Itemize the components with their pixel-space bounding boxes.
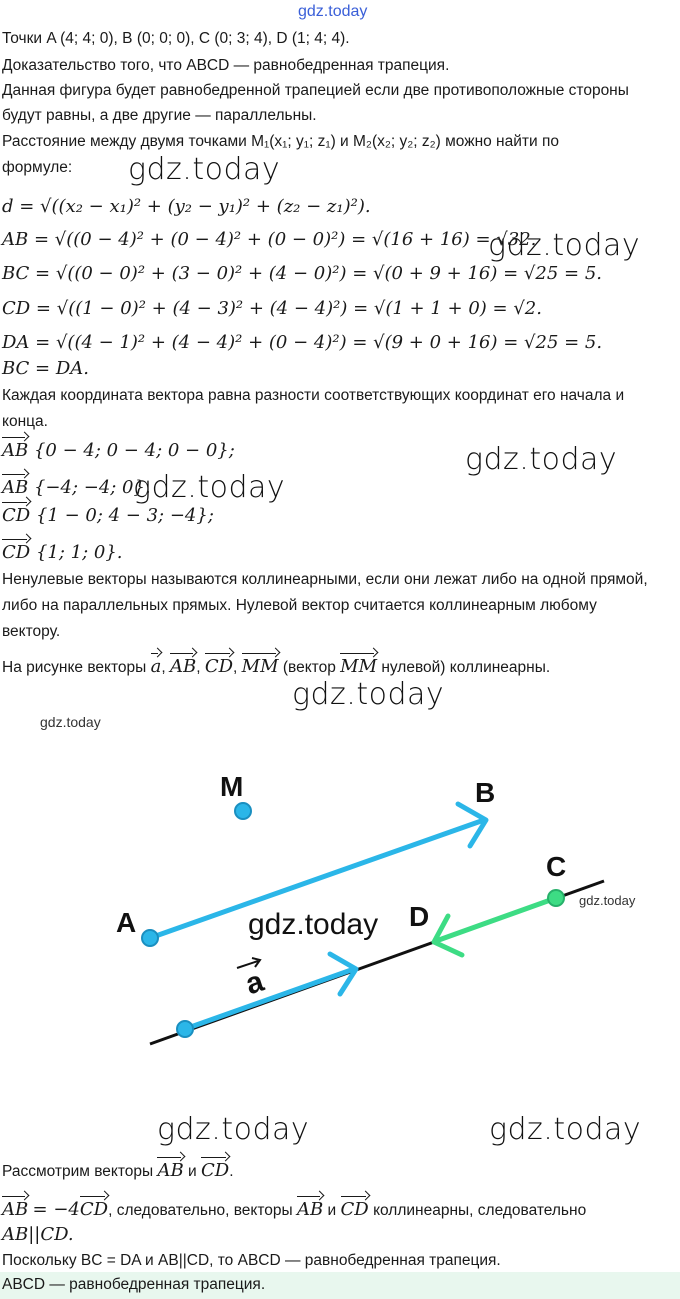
label-d: D (409, 901, 430, 932)
relation-coefficient: = −4 (32, 1199, 80, 1220)
proof-title: Доказательство того, что ABCD — равнобедренная трапеция. (2, 57, 450, 74)
paragraph-line: Каждая координата вектора равна разности соответствующих координат его начала и (2, 387, 625, 404)
watermark: gdz.today (157, 1112, 310, 1147)
answer-text: ABCD — равнобедренная трапеция. (2, 1276, 266, 1293)
consider-line: Рассмотрим векторы AB и CD. (2, 1160, 234, 1181)
point-a (142, 930, 158, 946)
vector-ab-coords (2, 440, 235, 461)
paragraph-line: либо на параллельных прямых. Нулевой вектор считается коллинеарным любому (2, 597, 597, 614)
vector-mm: MM (340, 656, 378, 677)
since-line: Поскольку BC = DA и AB||CD, то ABCD — равнобедренная трапеция. (2, 1252, 501, 1269)
watermark: gdz.today (489, 1112, 642, 1147)
paragraph-line: вектору. (2, 623, 61, 640)
vector-figure (0, 740, 680, 1070)
formula-bc-eq-da: BC = DA. (2, 358, 90, 379)
text: , следовательно, векторы (108, 1202, 293, 1219)
vector-value: {−4; −4; 0}. (33, 477, 151, 498)
vector-cd: CD (79, 1199, 109, 1220)
watermark: gdz.today (248, 908, 379, 941)
paragraph-line: Данная фигура будет равнобедренной трапецией если две противоположные стороны (2, 82, 629, 99)
watermark: gdz.today (40, 714, 101, 730)
vector-ab: AB (157, 1160, 184, 1181)
label-vector-a: a (241, 964, 268, 1002)
label-c: C (546, 851, 567, 882)
vector-cd: CD (201, 1160, 230, 1181)
vector-a: a (150, 656, 162, 677)
vector-ab: AB (2, 440, 29, 461)
text: (вектор (282, 659, 336, 676)
vector-cd: CD (2, 542, 31, 563)
vector-ab: AB (297, 1199, 324, 1220)
vector-cd: CD (204, 656, 234, 677)
text: Рассмотрим векторы (2, 1163, 154, 1180)
watermark: gdz.today (465, 442, 618, 477)
text: На рисунке векторы (2, 659, 147, 676)
watermark: gdz.today (292, 677, 445, 712)
text: нулевой) коллинеарны. (381, 659, 551, 676)
formula-ab: AB = √((0 − 4)² + (0 − 4)² + (0 − 0)²) = √(16 + 16) = √32. (2, 229, 537, 250)
collinear-sentence: На рисунке векторы a, AB, CD, MM (вектор MM нулевой) коллинеарны. (2, 656, 551, 677)
watermark: gdz.today (133, 470, 286, 505)
formula-distance: d = √((x₂ − x₁)² + (y₂ − y₁)² + (z₂ − z₁)²). (2, 196, 371, 217)
vector-ab: AB (2, 477, 29, 498)
vector-cd-coords (2, 505, 214, 526)
formula-cd: CD = √((1 − 0)² + (4 − 3)² + (4 − 4)²) = √(1 + 1 + 0) = √2. (2, 298, 542, 319)
paragraph-line: Расстояние между двумя точками M₁(x₁; y₁; z₁) и M₂(x₂; y₂; z₂) можно найти по (2, 133, 559, 150)
point-m (235, 803, 251, 819)
paragraph-line: формуле: (2, 159, 73, 176)
vector-cd: CD (340, 1199, 369, 1220)
paragraph-line: конца. (2, 413, 48, 430)
label-a: A (116, 907, 137, 938)
vector-ab: AB (169, 656, 197, 677)
watermark: gdz.today (128, 152, 281, 187)
parallel-line: AB||CD. (2, 1224, 74, 1245)
vector-mm: MM (241, 656, 279, 677)
paragraph-line: будут равны, а две другие — параллельны. (2, 107, 317, 124)
text: и (327, 1202, 337, 1219)
points-line: Точки A (4; 4; 0), B (0; 0; 0), C (0; 3; 4), D (1; 4; 4). (2, 30, 350, 47)
watermark: gdz.today (579, 893, 636, 908)
vector-cd-arrow (436, 898, 556, 941)
vector-cd: CD (2, 505, 31, 526)
label-b: B (475, 777, 496, 808)
vector-value: {1; 1; 0}. (35, 542, 123, 563)
formula-bc: BC = √((0 − 0)² + (3 − 0)² + (4 − 0)²) = √(0 + 9 + 16) = √25 = 5. (2, 263, 602, 284)
label-m: M (220, 771, 244, 802)
point-a-start (177, 1021, 193, 1037)
watermark-top[interactable]: gdz.today (298, 3, 368, 20)
vector-a-arrow (185, 969, 354, 1029)
relation-line (2, 1199, 586, 1222)
point-c (548, 890, 564, 906)
formula-da: DA = √((4 − 1)² + (4 − 4)² + (0 − 4)²) = √(9 + 0 + 16) = √25 = 5. (2, 332, 603, 353)
vector-value: {0 − 4; 0 − 4; 0 − 0}; (33, 440, 235, 461)
paragraph-line: Ненулевые векторы называются коллинеарными, если они лежат либо на одной прямой, (2, 571, 648, 588)
text: и (188, 1163, 197, 1180)
vector-ab: AB (2, 1199, 29, 1220)
vector-ab-coords (2, 477, 151, 498)
vector-value: {1 − 0; 4 − 3; −4}; (35, 505, 214, 526)
text: коллинеарны, следовательно (373, 1202, 587, 1219)
vector-cd-coords (2, 542, 123, 563)
watermark: gdz.today (488, 228, 641, 263)
